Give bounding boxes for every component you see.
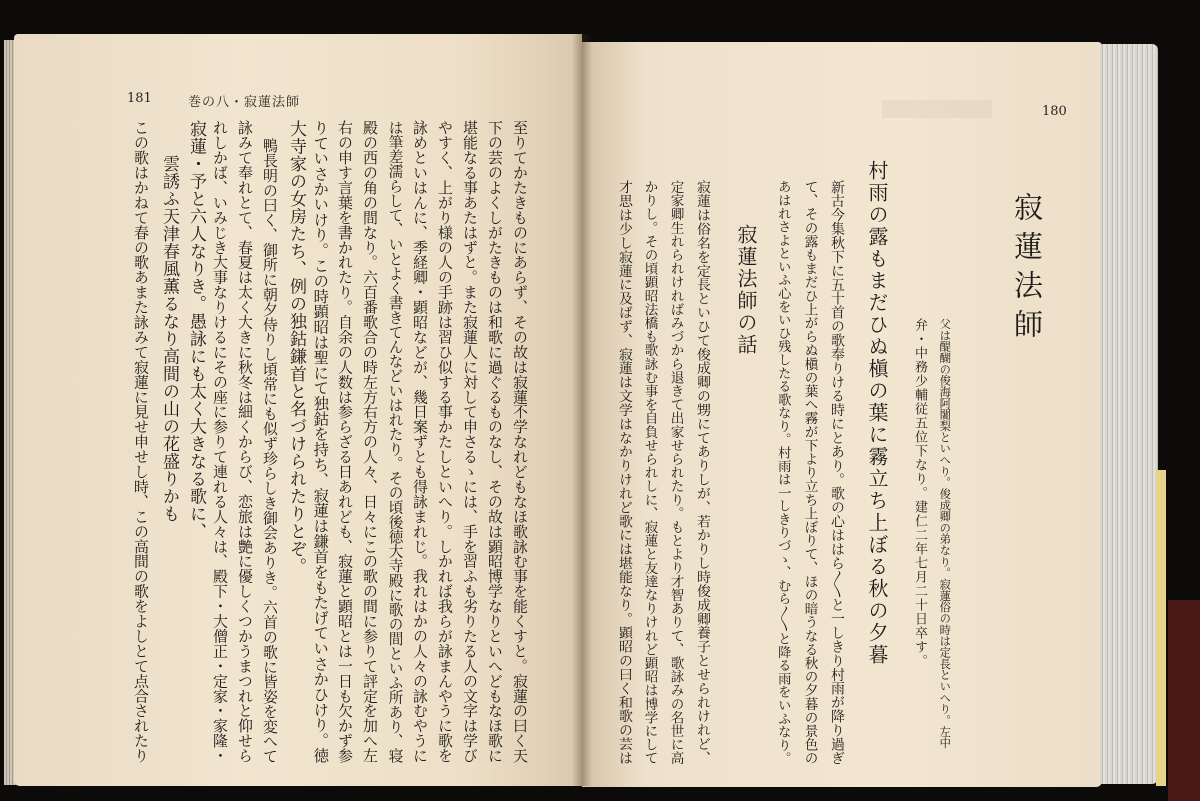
left-column-2: 下の芸のよくしがたきものは和歌に過ぐるものなし、その故は顕昭博学なりといへどもなほ歌に bbox=[485, 120, 504, 763]
commentary-line-2: て、その露もまだひ上がらぬ槇の葉へ霧が下より立ち上ぼりて、ほの暗うなる秋の夕暮の景色の bbox=[801, 180, 818, 765]
story-line-2: 定家卿生れられければみづから退きて出家せられたり。もとより才智ありて、歌詠みの名世に高 bbox=[667, 180, 684, 765]
left-column-1: 至りてかたきものにあらず、その故は寂蓮不学なれどもなほ歌詠む事を能くすと。寂蓮の曰く天 bbox=[510, 120, 529, 763]
left-column-11: 鴨長明の曰く、御所に朝夕侍りし頃常にも似ず珍らしき御会ありき。六首の歌に皆姿を変へて bbox=[260, 138, 279, 764]
left-column-13: れしかば、いみじき大事なりけるにその座に参りて連れる人々は、殿下・大僧正・定家・家隆・ bbox=[210, 120, 229, 763]
left-running-head: 巻の八・寂蓮法師 bbox=[188, 95, 301, 110]
story-line-3: かりし。その頃顕昭法橋も歌詠む事を自負せられしに、寂蓮と友達なりけれど顕昭は博学にして bbox=[641, 180, 658, 765]
left-column-12: 詠みて奉れとて、春夏は太く大きに秋冬は細くからび、恋旅は艶に優しくつかうまつれと仰せら bbox=[235, 120, 254, 763]
left-column-10: 大寺家の女房たち、例の独鈷鎌首と名づけられたりとぞ。 bbox=[286, 120, 306, 575]
left-column-9: りていさかいけり。この時顕昭は聖にて独鈷を持ち、寂蓮は鎌首をもたげていさかひけり。徳 bbox=[311, 120, 330, 764]
chapter-title: 寂蓮法師 bbox=[1010, 192, 1044, 348]
left-column-16: この歌はかねて春の歌あまた詠みて寂蓮に見せ申せし時、この高間の歌をよしとて点合されたり bbox=[131, 120, 150, 763]
show-through-header bbox=[882, 100, 992, 118]
right-page-number: 180 bbox=[1042, 104, 1067, 119]
left-poem: 雲誘ふ天津春風薫るなり高間の山の花盛りかも bbox=[159, 155, 179, 523]
headline-poem: 村雨の露もまだひぬ槇の葉に霧立ち上ぼる秋の夕暮 bbox=[865, 160, 889, 666]
commentary-line-1: 新古今集秋下に五十首の歌奉りける時にとあり。歌の心ははら〳〵と一しきり村雨が降り過ぎ bbox=[827, 180, 844, 766]
left-column-5: 詠めといはんに、季経卿・顕昭などが、幾日案ずとも得詠まれじ。我れはかの人々の詠むやうに bbox=[410, 120, 429, 763]
bookmark-ribbon bbox=[1156, 470, 1166, 786]
left-column-6: は筆差濡らして、いとよく書きてんなどいはれたり。その頃後徳大寺殿に歌の間といふ所あり、寝 bbox=[386, 120, 404, 763]
left-page-number: 181 bbox=[127, 91, 152, 106]
left-column-7: 殿の西の角の間なり。六百番歌合の時左方右方の人々、日々にこの歌の間に参りて評定を加へ左 bbox=[360, 120, 379, 763]
book-gutter bbox=[572, 34, 592, 786]
left-column-8: 右の申す言葉を書かれたり。自余の人数は参らざる日あれども、寂蓮と顕昭とは一日も欠かず参 bbox=[335, 120, 354, 763]
left-column-3: 堪能なる事あたはずと。また寂蓮人に対して申さるゝには、手を習ふも劣りたる人の文字は学び bbox=[460, 120, 479, 763]
intro-line-2: 弁・中務少輔従五位下なり。建仁二年七月二十日卒す。 bbox=[912, 318, 927, 668]
page-edges-right bbox=[1100, 44, 1158, 784]
intro-line-1: 父は醍醐の俊海阿闍梨といへり。俊成卿の弟なり。寂蓮俗の時は定長といへり。左中 bbox=[938, 318, 953, 749]
left-column-14: 寂蓮・予と六人なりき。愚詠にも太く大きなる歌に、 bbox=[186, 120, 206, 540]
left-column-4: やすく、上がり様の人の手跡は習ひ似する事かたしといへり。しかれば我らが詠まんやうに歌を bbox=[435, 120, 454, 763]
commentary-line-3: あはれさよといふ心をいひ残したる歌なり。村雨は一しきりづゝ、むら〳〵と降る雨をいふなり。 bbox=[775, 180, 791, 765]
section-title: 寂蓮法師の話 bbox=[734, 224, 758, 356]
background-object bbox=[1168, 600, 1200, 801]
story-line-4: 才思は少し寂蓮に及ばず、寂蓮は文学はなかりけれど歌には堪能なり。顕昭の曰く和歌の芸は bbox=[615, 180, 632, 765]
story-line-1: 寂蓮は俗名を定長といひて俊成卿の甥にてありしが、若かりし時俊成卿養子とせられけれど、 bbox=[693, 180, 710, 765]
